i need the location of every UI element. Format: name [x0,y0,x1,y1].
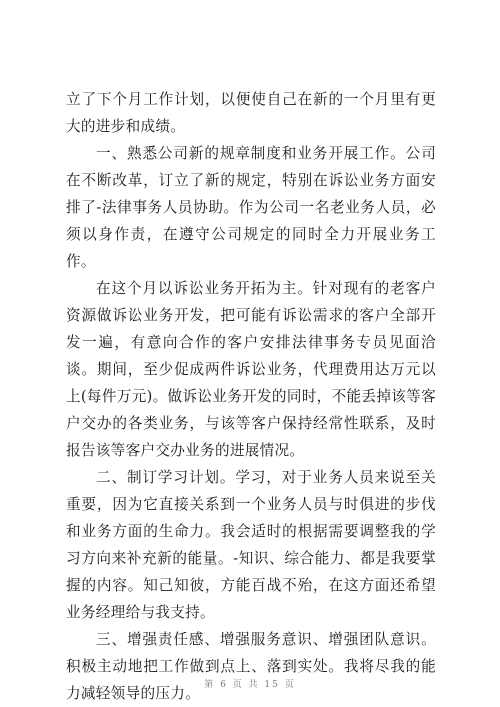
page-number-footer: 第 6 页 共 15 页 [204,680,296,690]
page-body [66,86,436,707]
paragraph-continuation: 立了下个月工作计划，以便使自己在新的一个月里有更大的进步和成绩。 [66,91,436,135]
paragraph-section-one: 一、熟悉公司新的规章制度和业务开展工作。公司在不断改革，订立了新的规定，特别在诉讼业务方面安排了-法律事务人员协助。作为公司一名老业务人员，必须以身作责，在遵守公司规定的同时全力开展业务工作。 [66,145,436,270]
paragraph-section-two: 二、制订学习计划。学习，对于业务人员来说至关重要，因为它直接关系到一个业务人员与时俱进的步伐和业务方面的生命力。我会适时的根据需要调整我的学习方向来补充新的能量。-知识、综合能力、都是我要掌握的内容。知己知彼，方能百战不殆，在这方面还希望业务经理给与我支持。 [66,469,436,621]
paragraph-litigation-plan: 在这个月以诉讼业务开拓为主。针对现有的老客户资源做诉讼业务开发，把可能有诉讼需求的客户全部开发一遍，有意向合作的客户安排法律事务专员见面洽谈。期间，至少促成两件诉讼业务，代理费用达万元以上(每件万元)。做诉讼业务开发的同时，不能丢掉该等客户交办的各类业务，与该等客户保持经常性联系，及时报告该等客户交办业务的进展情况。 [66,280,436,459]
paragraph-section-three: 三、增强责任感、增强服务意识、增强团队意识。积极主动地把工作做到点上、落到实处。我将尽我的能力减轻领导的压力。 [66,631,436,702]
